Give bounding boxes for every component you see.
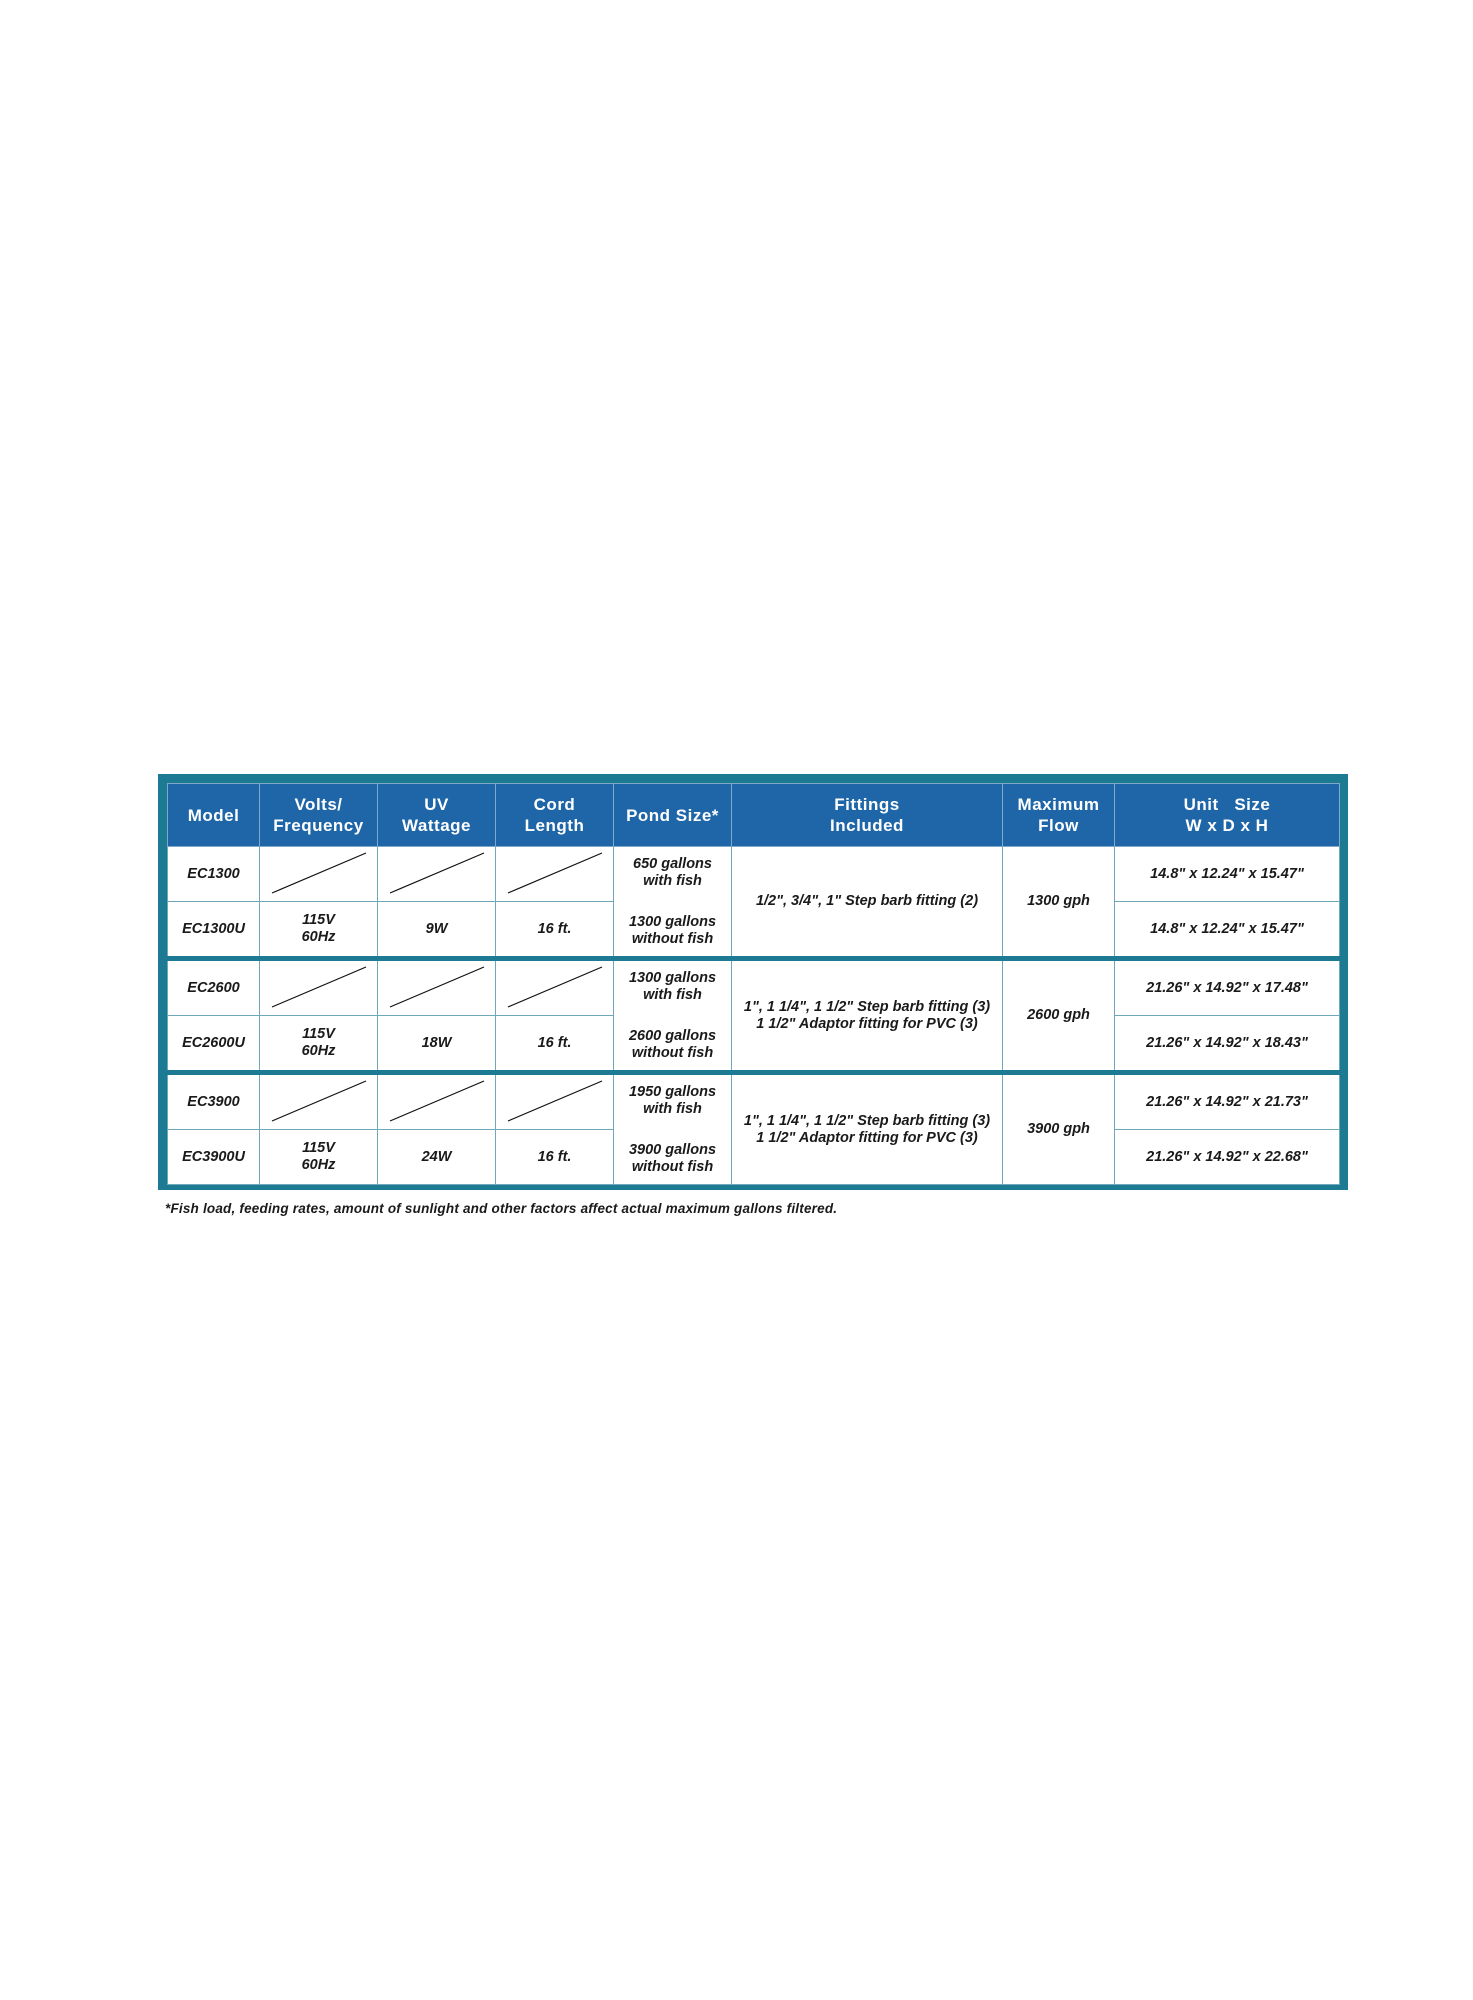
unit-size-cell: 14.8" x 12.24" x 15.47" <box>1115 902 1340 959</box>
unit-size-cell: 21.26" x 14.92" x 21.73" <box>1115 1073 1340 1130</box>
diagonal-line-icon <box>500 1075 610 1129</box>
header-pond-size: Pond Size* <box>614 784 732 847</box>
cord-length-cell: 16 ft. <box>496 1130 614 1185</box>
diagonal-line-icon <box>382 961 492 1015</box>
header-uv: UV Wattage <box>378 784 496 847</box>
table-row <box>168 1073 1340 1130</box>
table-row <box>168 959 1340 1016</box>
diagonal-line-icon <box>264 847 374 901</box>
unit-size-cell: 21.26" x 14.92" x 18.43" <box>1115 1016 1340 1073</box>
table-row <box>168 847 1340 902</box>
model-cell: EC3900 <box>168 1073 260 1130</box>
footnote: *Fish load, feeding rates, amount of sunlight and other factors affect actual maximum gallons filtered. <box>165 1201 838 1216</box>
diagonal-line-icon <box>382 1075 492 1129</box>
diagonal-line-icon <box>382 847 492 901</box>
diagonal-line-icon <box>500 847 610 901</box>
not-applicable-cell <box>260 959 378 1016</box>
not-applicable-cell <box>260 847 378 902</box>
diagonal-line-icon <box>264 961 374 1015</box>
max-flow-cell: 1300 gph <box>1003 847 1115 959</box>
header-cord: Cord Length <box>496 784 614 847</box>
not-applicable-cell <box>496 959 614 1016</box>
model-cell: EC2600 <box>168 959 260 1016</box>
volts-cell: 115V 60Hz <box>260 1130 378 1185</box>
unit-size-cell: 21.26" x 14.92" x 17.48" <box>1115 959 1340 1016</box>
uv-wattage-cell: 18W <box>378 1016 496 1073</box>
max-flow-cell: 3900 gph <box>1003 1073 1115 1185</box>
fittings-cell: 1", 1 1/4", 1 1/2" Step barb fitting (3) 1 1/2" Adaptor fitting for PVC (3) <box>732 1073 1003 1185</box>
header-max-flow: Maximum Flow <box>1003 784 1115 847</box>
volts-cell: 115V 60Hz <box>260 1016 378 1073</box>
diagonal-line-icon <box>500 961 610 1015</box>
fittings-cell: 1/2", 3/4", 1" Step barb fitting (2) <box>732 847 1003 959</box>
model-cell: EC1300 <box>168 847 260 902</box>
not-applicable-cell <box>496 847 614 902</box>
header-volts: Volts/ Frequency <box>260 784 378 847</box>
spec-table <box>167 783 1340 1185</box>
header-unit-size: Unit Size W x D x H <box>1115 784 1340 847</box>
unit-size-cell: 21.26" x 14.92" x 22.68" <box>1115 1130 1340 1185</box>
not-applicable-cell <box>378 1073 496 1130</box>
fittings-cell: 1", 1 1/4", 1 1/2" Step barb fitting (3) 1 1/2" Adaptor fitting for PVC (3) <box>732 959 1003 1073</box>
model-cell: EC2600U <box>168 1016 260 1073</box>
not-applicable-cell <box>378 959 496 1016</box>
uv-wattage-cell: 9W <box>378 902 496 959</box>
header-fittings: Fittings Included <box>732 784 1003 847</box>
cord-length-cell: 16 ft. <box>496 1016 614 1073</box>
pond-size-cell: 1300 gallons with fish 2600 gallons without fish <box>614 959 732 1073</box>
model-cell: EC1300U <box>168 902 260 959</box>
volts-cell: 115V 60Hz <box>260 902 378 959</box>
header-model: Model <box>168 784 260 847</box>
max-flow-cell: 2600 gph <box>1003 959 1115 1073</box>
not-applicable-cell <box>378 847 496 902</box>
header-row <box>168 784 1340 847</box>
uv-wattage-cell: 24W <box>378 1130 496 1185</box>
model-cell: EC3900U <box>168 1130 260 1185</box>
not-applicable-cell <box>260 1073 378 1130</box>
diagonal-line-icon <box>264 1075 374 1129</box>
pond-size-cell: 1950 gallons with fish 3900 gallons without fish <box>614 1073 732 1185</box>
unit-size-cell: 14.8" x 12.24" x 15.47" <box>1115 847 1340 902</box>
spec-table-frame <box>158 774 1348 1190</box>
cord-length-cell: 16 ft. <box>496 902 614 959</box>
pond-size-cell: 650 gallons with fish 1300 gallons without fish <box>614 847 732 959</box>
not-applicable-cell <box>496 1073 614 1130</box>
